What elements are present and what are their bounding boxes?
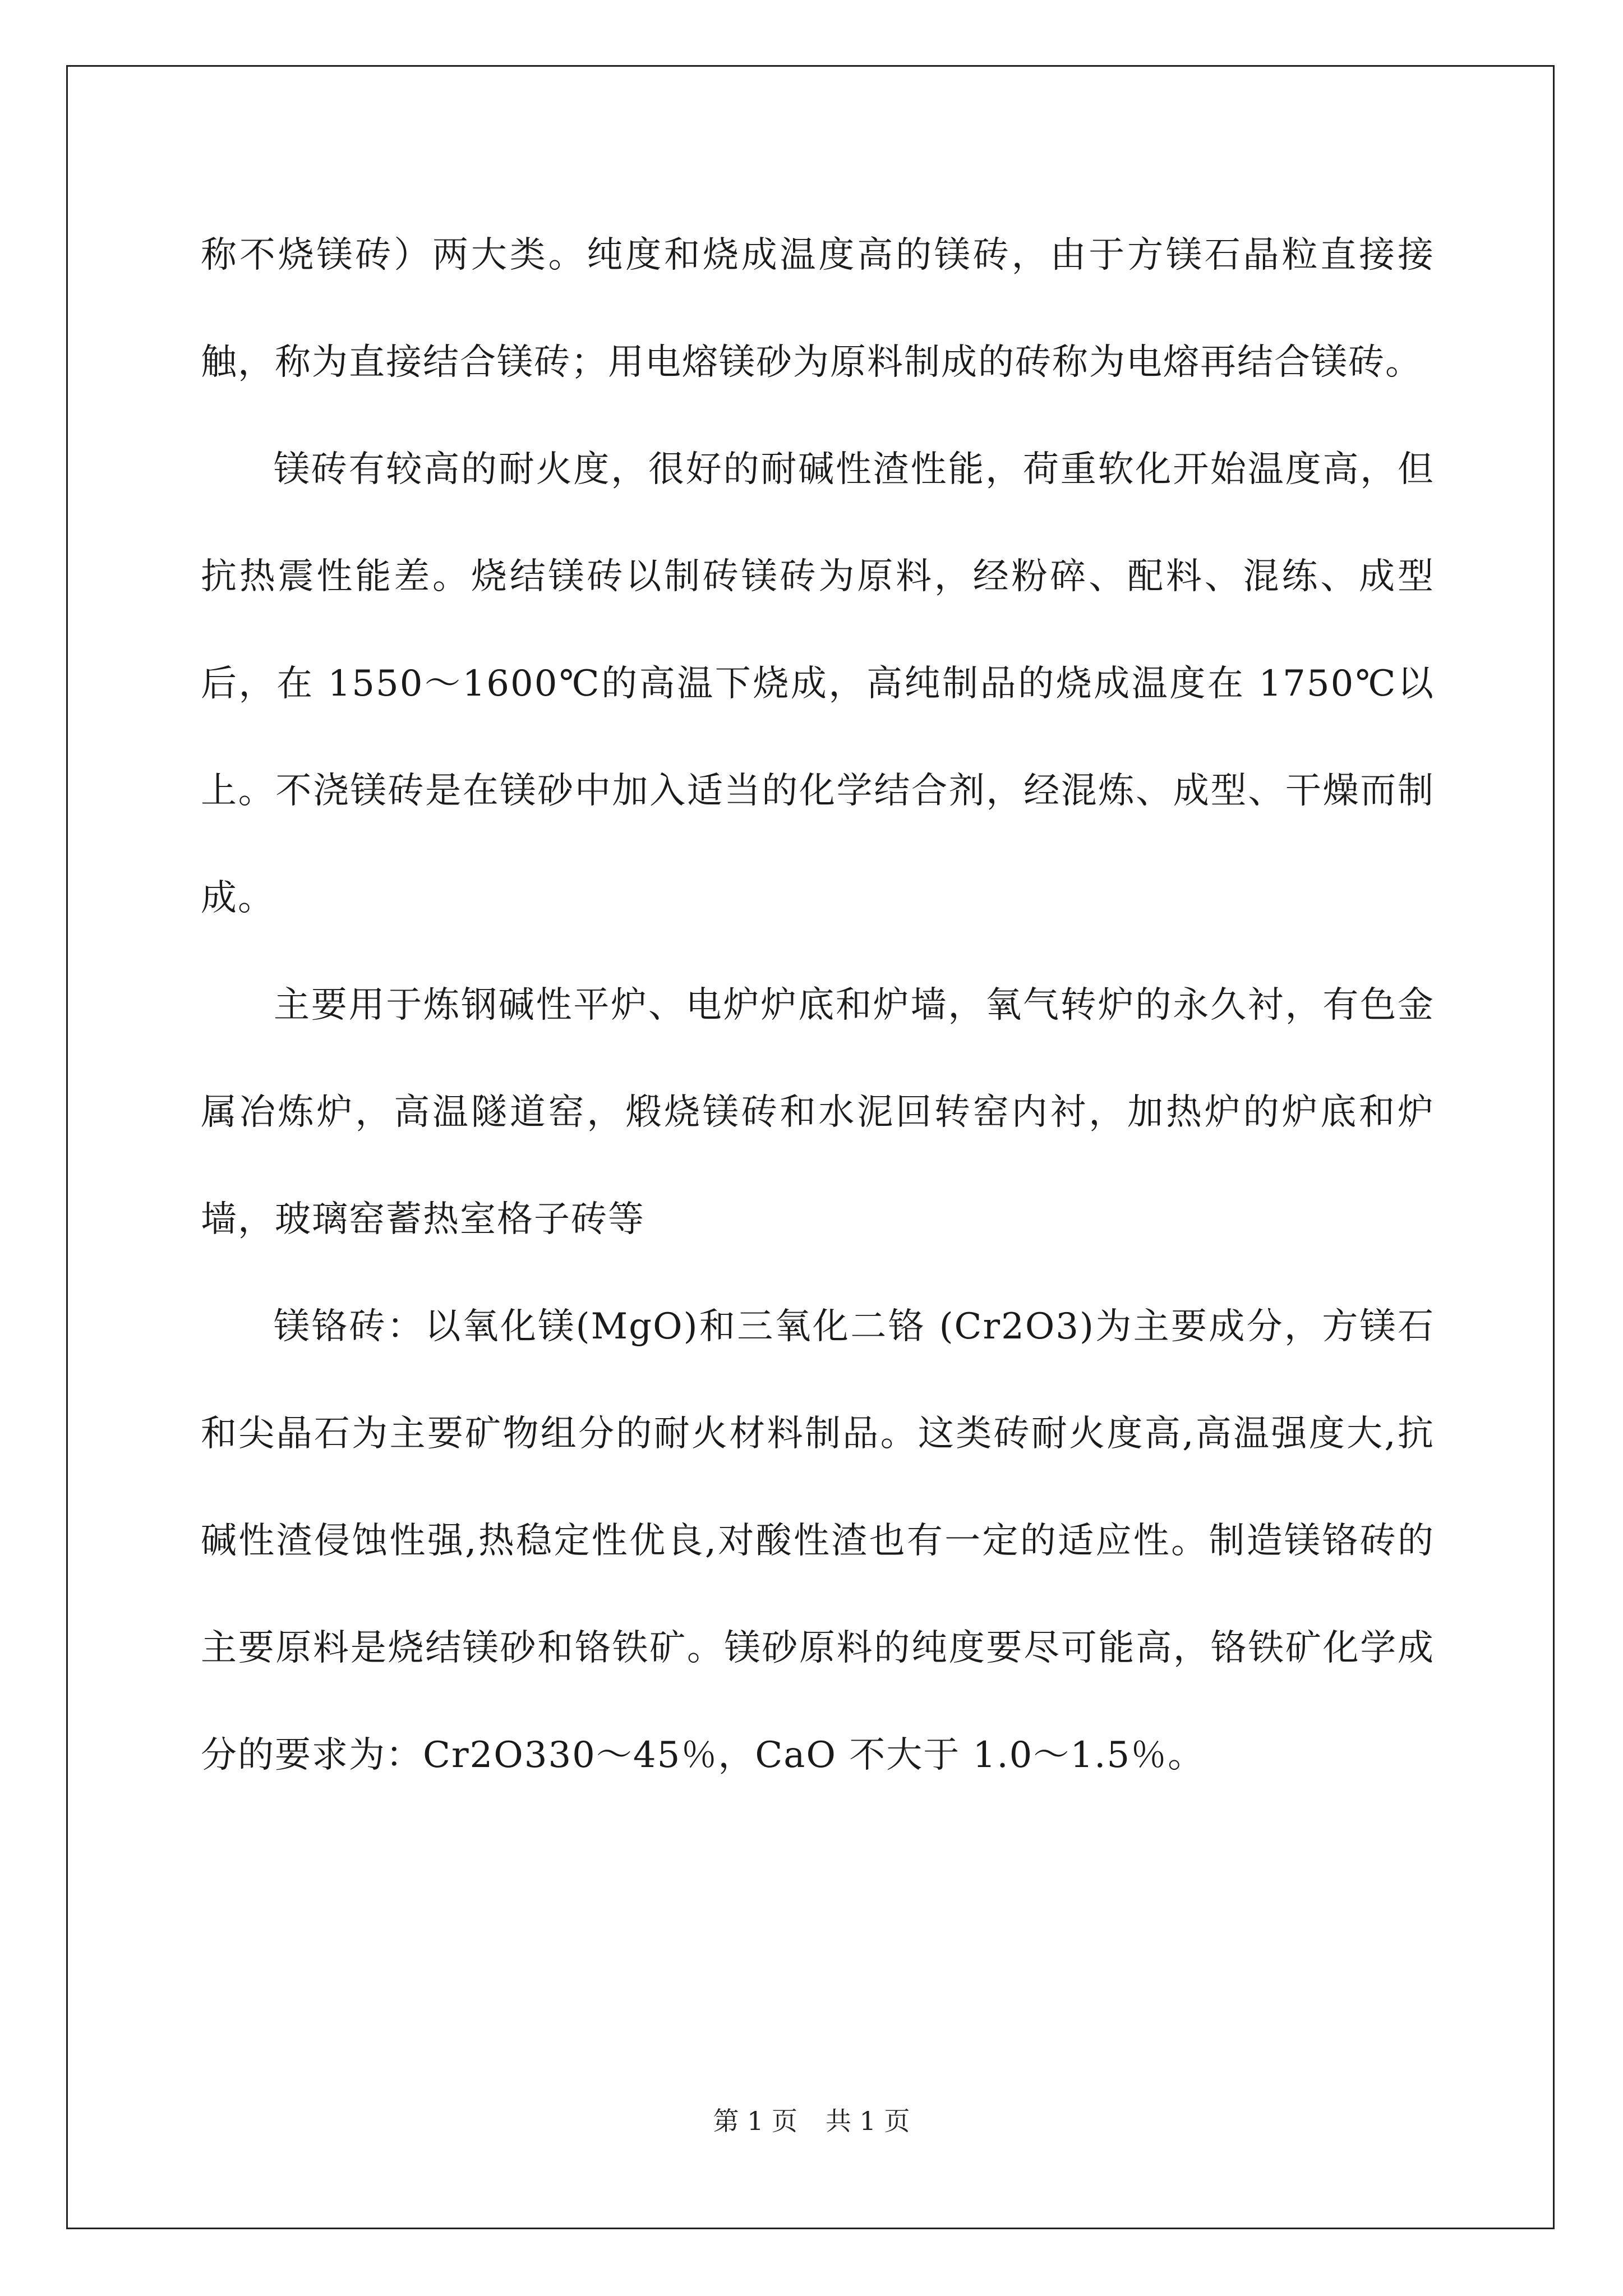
paragraph-3: 主要用于炼钢碱性平炉、电炉炉底和炉墙，氧气转炉的永久衬，有色金属冶炼炉，高温隧道窑，煅烧镁砖和水泥回转窑内衬，加热炉的炉底和炉墙，玻璃窑蓄热室格子砖等 — [201, 984, 1435, 1240]
page-footer — [0, 2101, 1623, 2138]
paragraph-4: 镁铬砖：以氧化镁(MgO)和三氧化二铬 (Cr2O3)为主要成分，方镁石和尖晶石为主要矿物组分的耐火材料制品。这类砖耐火度高,高温强度大,抗碱性渣侵蚀性强,热稳定性优良,对酸性渣也有一定的适应性。制造镁铬砖的主要原料是烧结镁砂和铬铁矿。镁砂原料的纯度要尽可能高，铬铁矿化学成分的要求为：Cr2O330～45％，CaO 不大于 1.0～1.5％。 — [201, 1306, 1435, 1776]
paragraph-2: 镁砖有较高的耐火度，很好的耐碱性渣性能，荷重软化开始温度高，但抗热震性能差。烧结镁砖以制砖镁砖为原料，经粉碎、配料、混练、成型后，在 1550～1600℃的高温下烧成，高纯制品的烧成温度在 1750℃以上。不浇镁砖是在镁砂中加入适当的化学结合剂，经混炼、成型、干燥而制成。 — [201, 449, 1435, 919]
page-number: 第 1 页 — [713, 2106, 797, 2136]
page-total: 共 1 页 — [826, 2106, 910, 2136]
paragraph-1: 称不烧镁砖）两大类。纯度和烧成温度高的镁砖，由于方镁石晶粒直接接触，称为直接结合镁砖；用电熔镁砂为原料制成的砖称为电熔再结合镁砖。 — [201, 234, 1435, 383]
document-body — [201, 202, 1435, 1809]
